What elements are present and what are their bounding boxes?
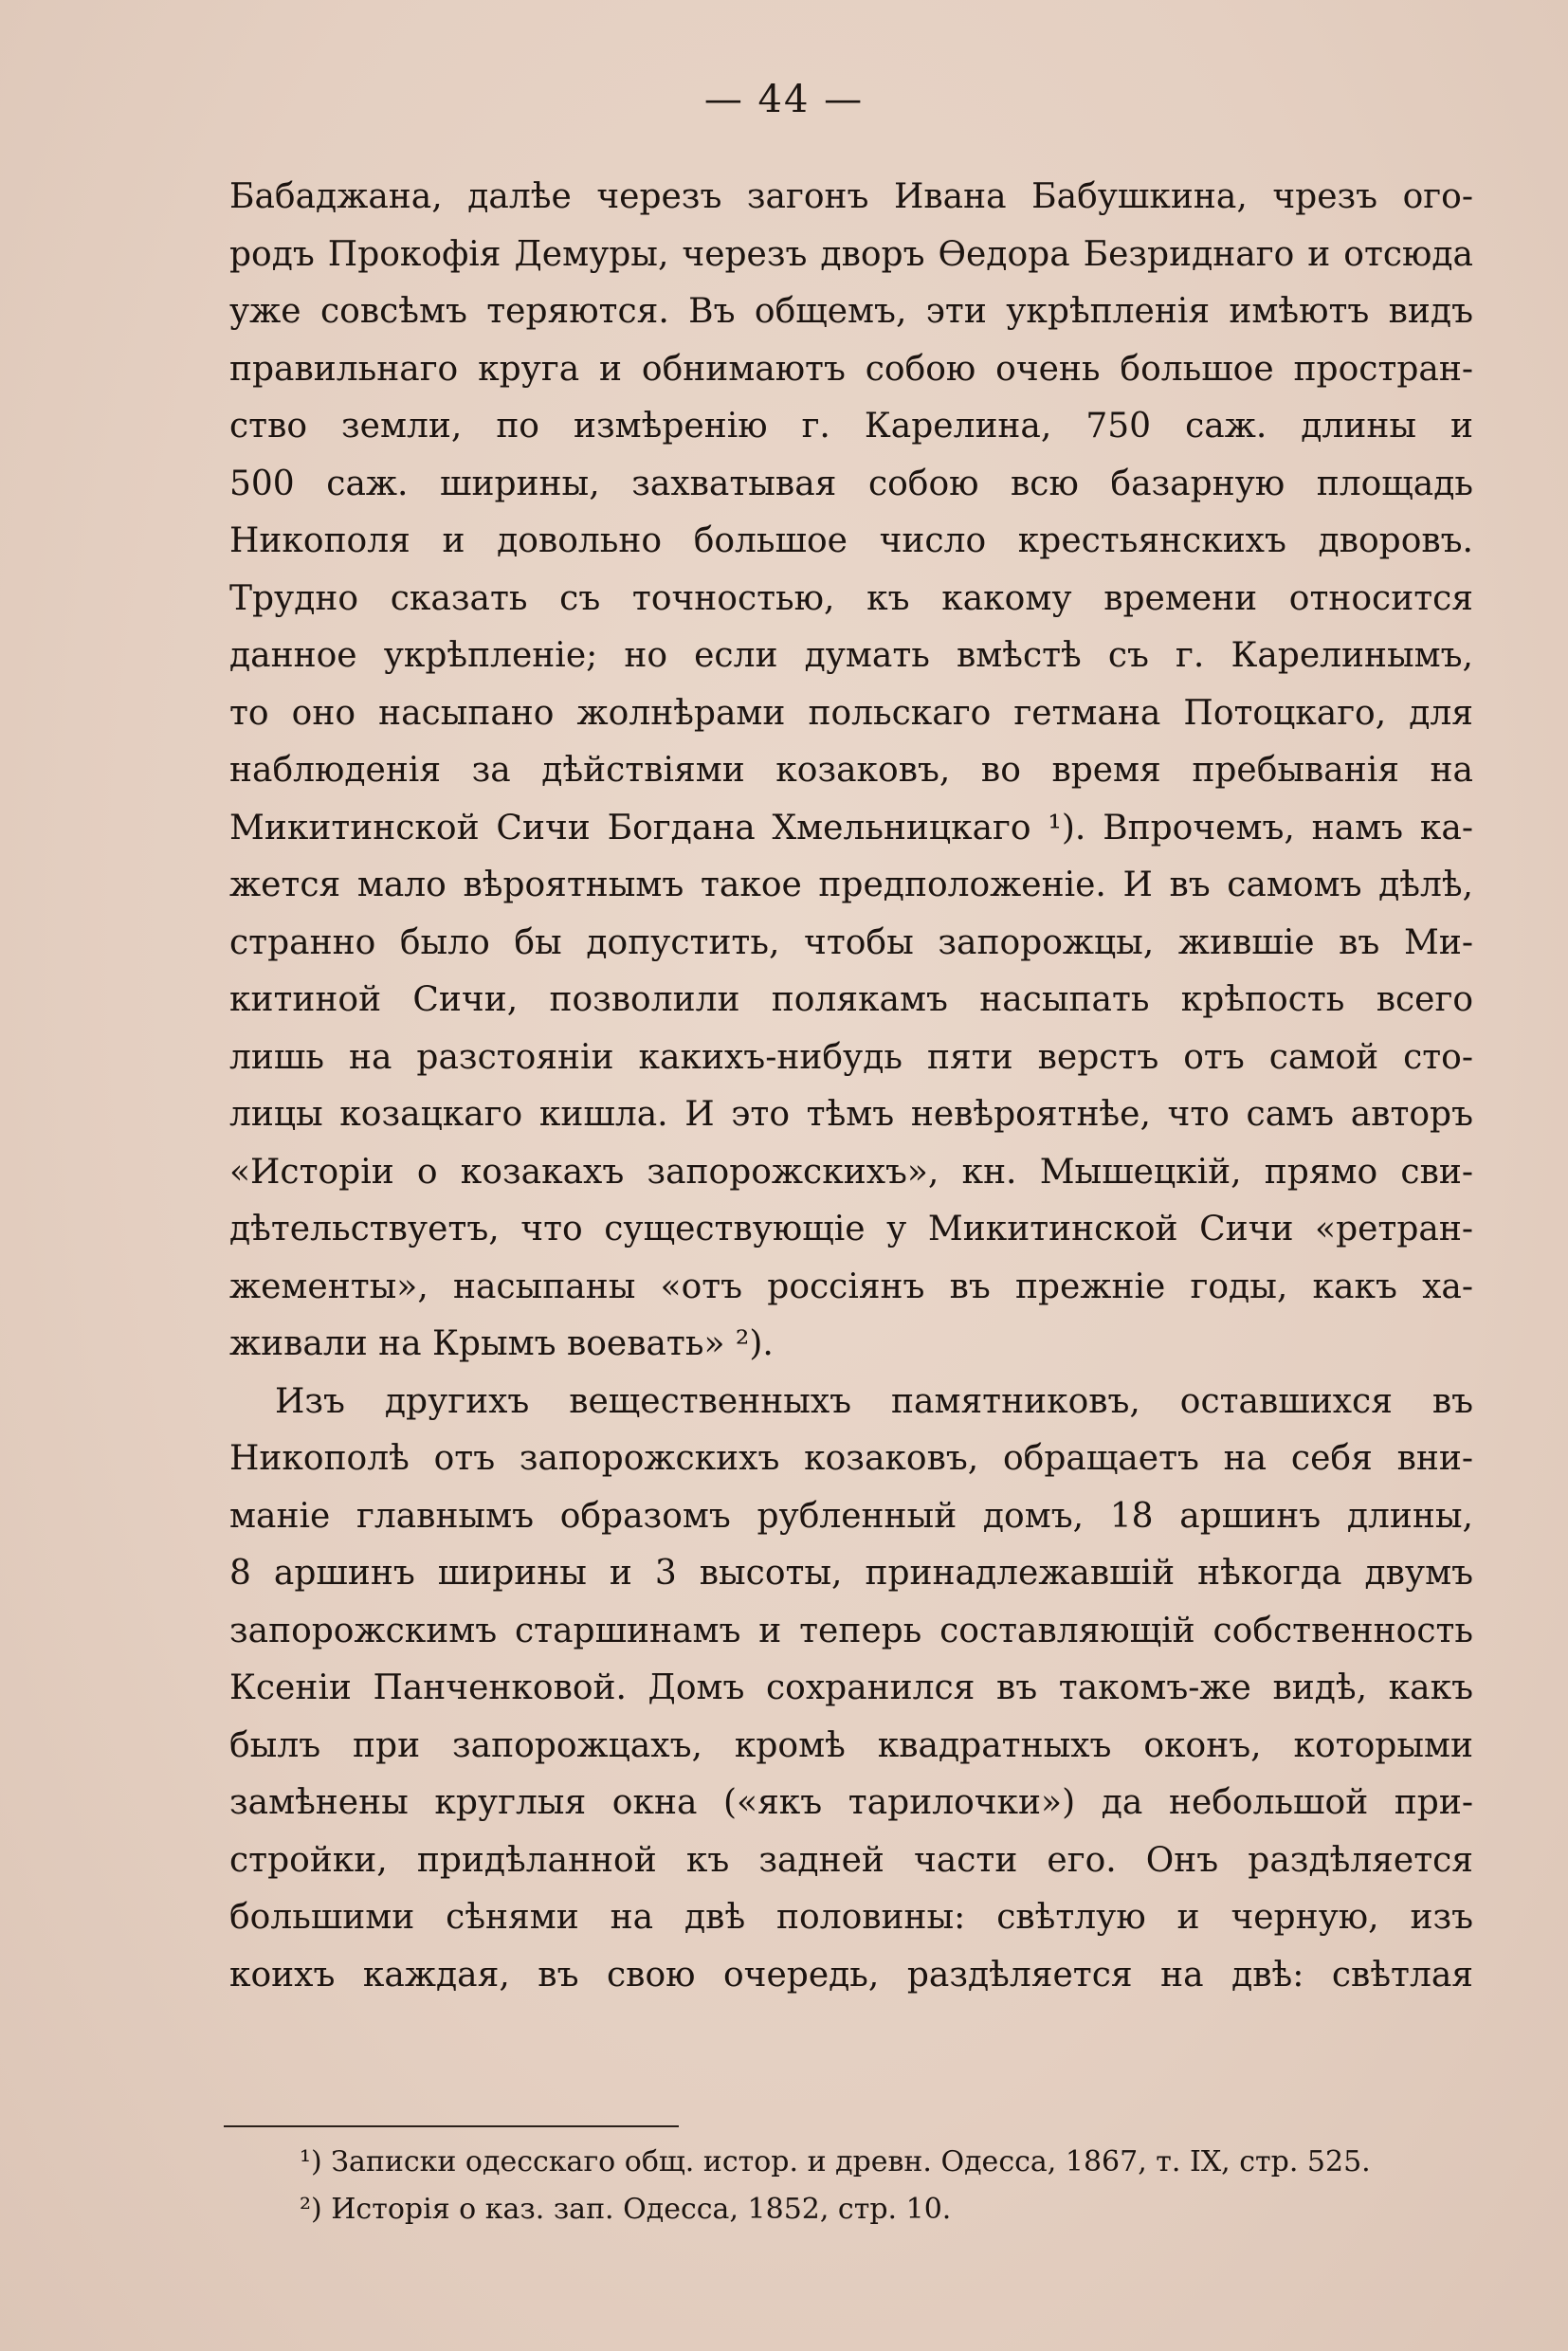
text-line: ство земли, по измѣренію г. Карелина, 750 саж. длины и: [229, 407, 1473, 446]
text-line: лицы козацкаго кишла. И это тѣмъ невѣроятнѣе, что самъ авторъ: [229, 1095, 1473, 1134]
text-line: маніе главнымъ образомъ рубленный домъ, 18 аршинъ длины,: [229, 1496, 1473, 1536]
text-line: запорожскимъ старшинамъ и теперь составляющій собственность: [229, 1611, 1473, 1650]
text-line: уже совсѣмъ теряются. Въ общемъ, эти укрѣпленія имѣютъ видъ: [229, 292, 1473, 331]
text-line: китиной Сичи, позволили полякамъ насыпать крѣпость всего: [229, 980, 1473, 1019]
text-line: стройки, придѣланной къ задней части его. Онъ раздѣляется: [229, 1840, 1473, 1880]
footnotes: [300, 2139, 1475, 2233]
footnote-divider: [224, 2125, 679, 2127]
text-line: жется мало вѣроятнымъ такое предположеніе. И въ самомъ дѣлѣ,: [229, 866, 1473, 904]
text-line: 8 аршинъ ширины и 3 высоты, принадлежавшій нѣкогда двумъ: [229, 1554, 1473, 1593]
text-line: Никополѣ отъ запорожскихъ козаковъ, обращаетъ на себя вни-: [229, 1439, 1473, 1478]
text-line: замѣнены круглыя окна («якъ тарилочки») да небольшой при-: [229, 1783, 1473, 1822]
text-line: «Исторіи о козакахъ запорожскихъ», кн. Мышецкій, прямо сви-: [229, 1152, 1473, 1192]
text-line: Изъ другихъ вещественныхъ памятниковъ, оставшихся въ: [275, 1381, 1473, 1421]
footnote-1: ¹) Записки одесскаго общ. истор. и древн. Одесса, 1867, т. IX, стр. 525.: [300, 2145, 1371, 2178]
text-line: то оно насыпано жолнѣрами польскаго гетмана Потоцкаго, для: [229, 693, 1473, 733]
footnote-2: ²) Исторія о каз. зап. Одесса, 1852, стр. 10.: [300, 2193, 952, 2226]
text-line: Микитинской Сичи Богдана Хмельницкаго ¹). Впрочемъ, намъ ка-: [229, 808, 1473, 847]
text-line: жементы», насыпаны «отъ россіянъ въ прежніе годы, какъ ха-: [229, 1267, 1473, 1306]
text-line: дѣтельствуетъ, что существующіе у Микитинской Сичи «ретран-: [229, 1210, 1473, 1248]
text-line: 500 саж. ширины, захватывая собою всю базарную площадь: [229, 464, 1473, 503]
text-line: Ксеніи Панченковой. Домъ сохранился въ такомъ-же видѣ, какъ: [229, 1668, 1473, 1707]
page-number: — 44 —: [703, 78, 865, 121]
text-line: странно было бы допустить, чтобы запорожцы, жившіе въ Ми-: [229, 922, 1473, 962]
text-line: былъ при запорожцахъ, кромѣ квадратныхъ оконъ, которыми: [229, 1725, 1473, 1765]
text-line: родъ Прокофія Демуры, черезъ дворъ Ѳедора Безриднаго и отсюда: [229, 234, 1473, 274]
text-line: данное укрѣпленіе; но если думать вмѣстѣ съ г. Карелинымъ,: [229, 636, 1473, 675]
text-line: Трудно сказать съ точностью, къ какому времени относится: [229, 578, 1473, 618]
text-line: живали на Крымъ воевать» ²).: [229, 1324, 774, 1363]
text-line: лишь на разстояніи какихъ-нибудь пяти верстъ отъ самой сто-: [229, 1037, 1473, 1077]
text-line: большими сѣнями на двѣ половины: свѣтлую и черную, изъ: [229, 1898, 1473, 1937]
text-line: правильнаго круга и обнимаютъ собою очень большое простран-: [229, 349, 1473, 389]
text-line: Бабаджана, далѣе черезъ загонъ Ивана Бабушкина, чрезъ ого-: [229, 177, 1473, 216]
text-line: Никополя и довольно большое число крестьянскихъ дворовъ.: [229, 521, 1473, 560]
text-line: коихъ каждая, въ свою очередь, раздѣляется на двѣ: свѣтлая: [229, 1955, 1473, 1995]
text-line: наблюденія за дѣйствіями козаковъ, во время пребыванія на: [229, 751, 1473, 790]
body-text: [229, 169, 1473, 2004]
